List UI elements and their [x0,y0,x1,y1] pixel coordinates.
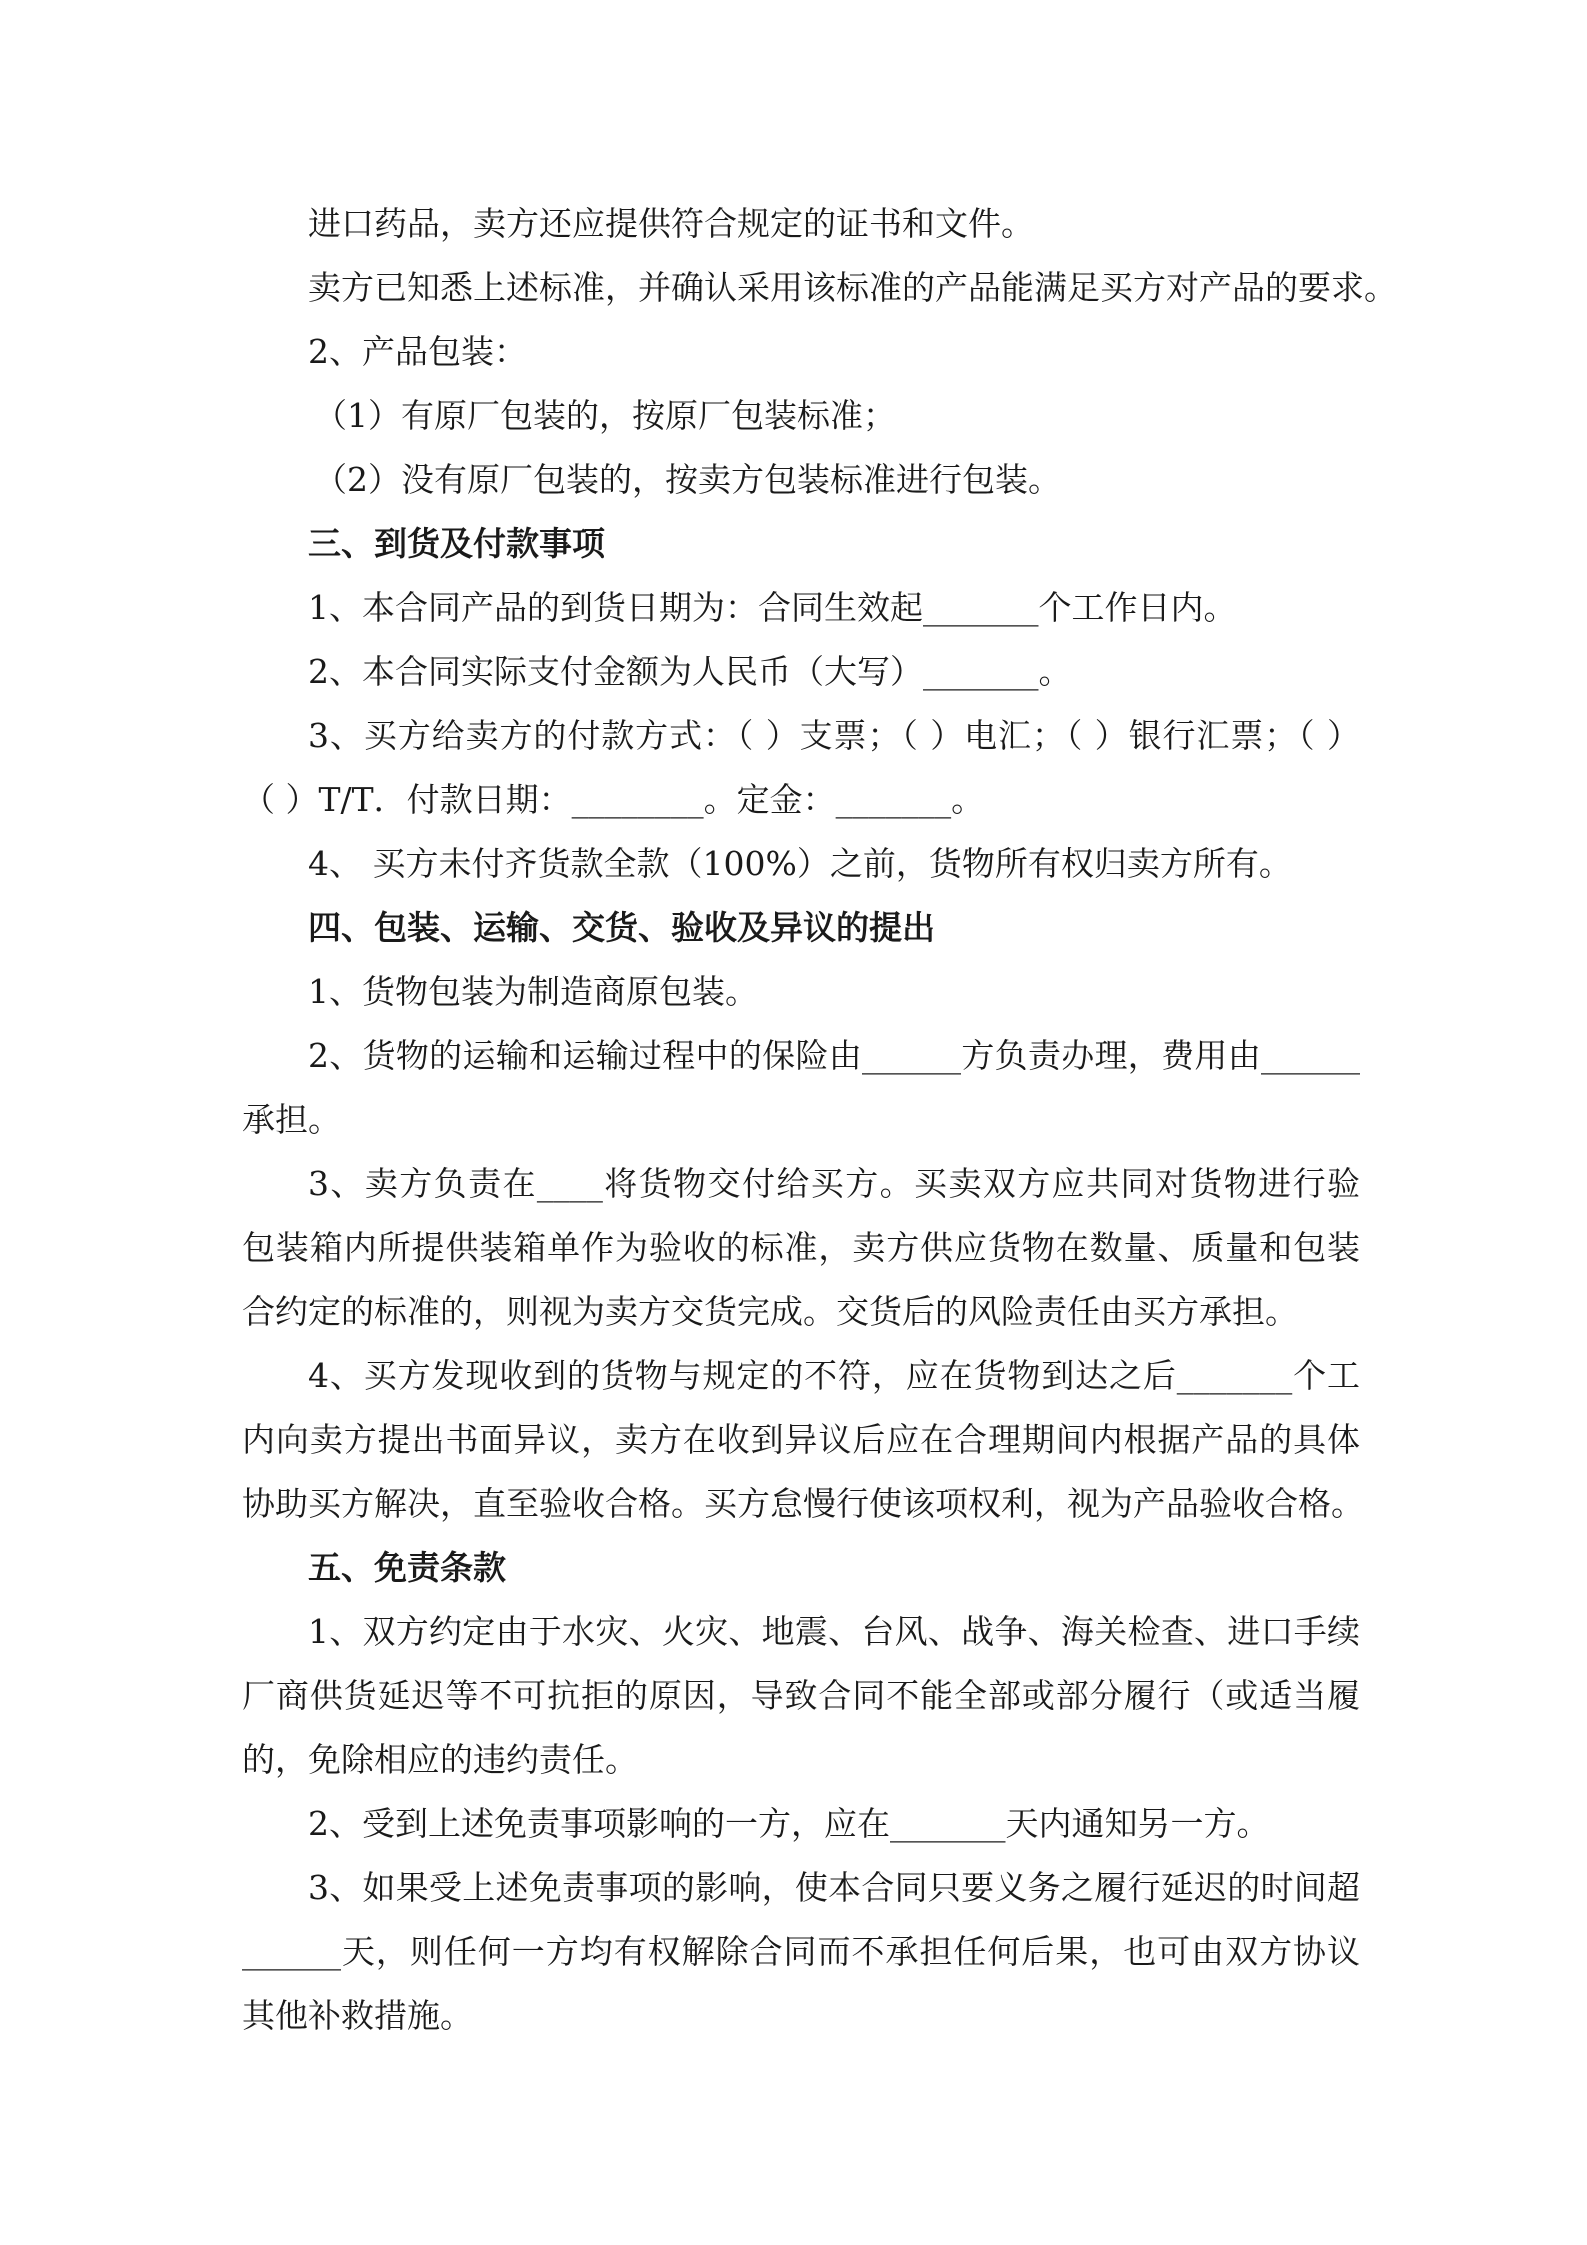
paragraph-line: 2、产品包装： [308,332,527,371]
paragraph-line: 1、本合同产品的到货日期为：合同生效起_______个工作日内。 [308,588,1237,627]
paragraph-line: 其他补救措施。 [242,1996,473,2035]
section-heading: 四、包装、运输、交货、验收及异议的提出 [308,908,935,947]
paragraph-line: 2、本合同实际支付金额为人民币（大写）_______。 [308,652,1072,691]
paragraph-line: （2）没有原厂包装的，按卖方包装标准进行包装。 [314,460,1061,499]
paragraph-line: 3、买方给卖方的付款方式：（ ）支票；（ ）电汇；（ ）银行汇票；（ ） [308,716,1360,755]
paragraph-line: 1、货物包装为制造商原包装。 [308,972,758,1011]
paragraph-line: 进口药品，卖方还应提供符合规定的证书和文件。 [308,204,1034,243]
paragraph-line: 合约定的标准的，则视为卖方交货完成。交货后的风险责任由买方承担。 [242,1292,1298,1331]
contract-body [242,192,1397,2048]
paragraph-line: 协助买方解决，直至验收合格。买方怠慢行使该项权利，视为产品验收合格。 [242,1484,1364,1523]
paragraph-line: 卖方已知悉上述标准，并确认采用该标准的产品能满足买方对产品的要求。 [308,268,1397,307]
paragraph-line: 的，免除相应的违约责任。 [242,1740,638,1779]
paragraph-line: 1、双方约定由于水灾、火灾、地震、台风、战争、海关检查、进口手续 [308,1612,1360,1651]
paragraph-line: 2、货物的运输和运输过程中的保险由______方负责办理，费用由______ [308,1036,1360,1075]
paragraph-line: 3、卖方负责在____将货物交付给买方。买卖双方应共同对货物进行验 [308,1164,1360,1203]
paragraph-line: 内向卖方提出书面异议，卖方在收到异议后应在合理期间内根据产品的具体 [242,1420,1360,1459]
section-heading: 三、到货及付款事项 [308,524,605,563]
paragraph-line: 厂商供货延迟等不可抗拒的原因，导致合同不能全部或部分履行（或适当履 [242,1676,1360,1715]
paragraph-line: 4、 买方未付齐货款全款（100%）之前，货物所有权归卖方所有。 [308,844,1292,883]
paragraph-line: （ ）T/T．付款日期：________。定金：_______。 [242,780,985,819]
paragraph-line: 包装箱内所提供装箱单作为验收的标准，卖方供应货物在数量、质量和包装 [242,1228,1360,1267]
paragraph-line: 2、受到上述免责事项影响的一方，应在_______天内通知另一方。 [308,1804,1270,1843]
paragraph-line: 4、买方发现收到的货物与规定的不符，应在货物到达之后_______个工 [308,1356,1360,1395]
paragraph-line: ______天，则任何一方均有权解除合同而不承担任何后果，也可由双方协议 [242,1932,1360,1971]
section-heading: 五、免责条款 [308,1548,506,1587]
paragraph-line: 承担。 [242,1100,341,1139]
paragraph-line: 3、如果受上述免责事项的影响，使本合同只要义务之履行延迟的时间超 [308,1868,1360,1907]
paragraph-line: （1）有原厂包装的，按原厂包装标准； [314,396,896,435]
